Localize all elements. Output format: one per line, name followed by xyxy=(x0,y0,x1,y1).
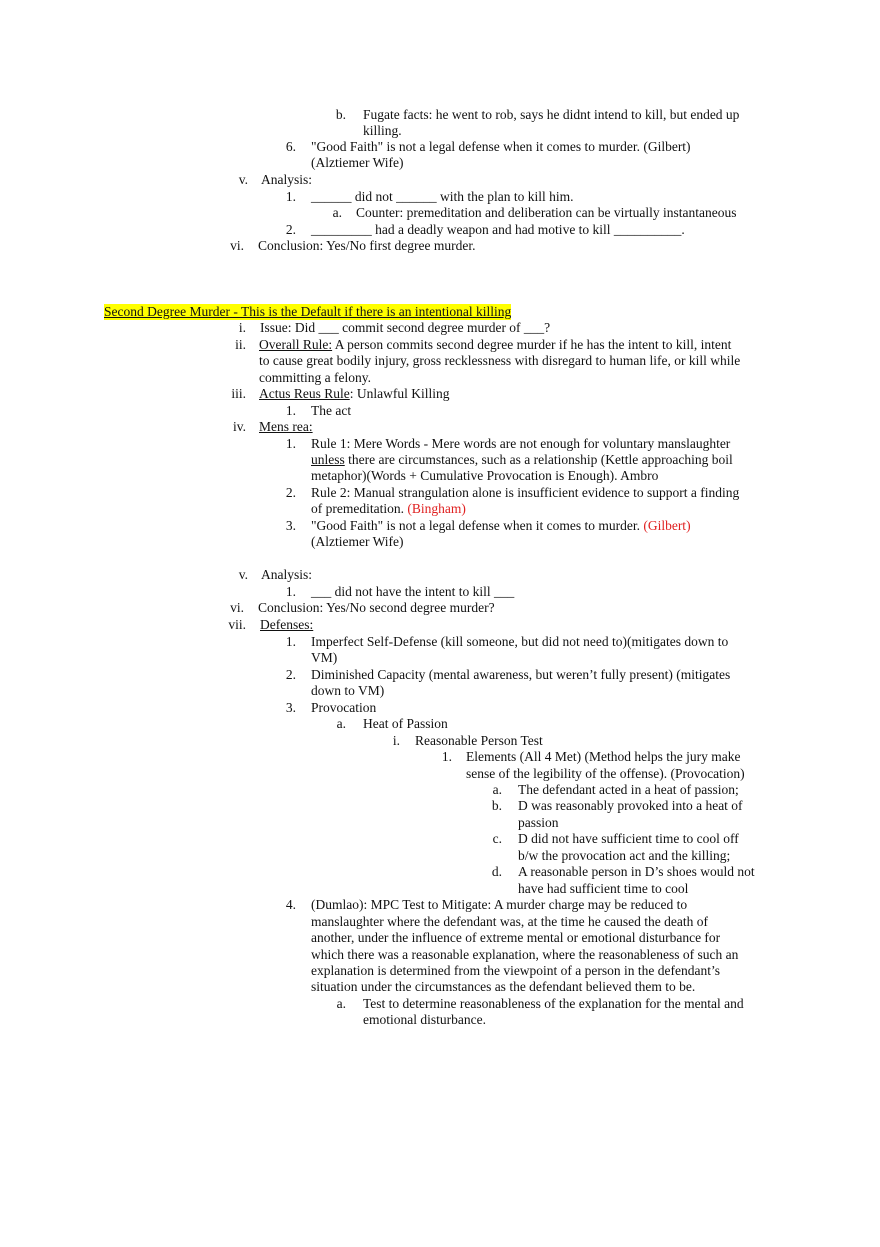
list-marker: iii. xyxy=(231,386,246,401)
actus-reus-text: : Unlawful Killing xyxy=(349,386,450,401)
rule1-line: Rule 1: Mere Words - Mere words are not enough for voluntary manslaughter xyxy=(311,436,731,451)
list-marker: 3. xyxy=(285,700,296,715)
element-item: passion xyxy=(518,815,559,830)
list-marker: a. xyxy=(336,996,346,1011)
analysis-item: ___ did not have the intent to kill ___ xyxy=(311,584,515,599)
list-marker: a. xyxy=(492,782,502,797)
list-marker: 2. xyxy=(285,222,296,237)
case-citation: (Bingham) xyxy=(407,501,466,516)
analysis-item: _________ had a deadly weapon and had motive to kill __________. xyxy=(311,222,685,237)
overall-rule-line: to cause great bodily injury, gross recklessness with disregard to human life, or kill while xyxy=(259,353,741,368)
list-marker: 2. xyxy=(285,667,296,682)
element-item: D was reasonably provoked into a heat of xyxy=(518,798,743,813)
element-item: A reasonable person in D’s shoes would not xyxy=(518,864,755,879)
rule2-text: of premeditation. xyxy=(311,501,408,516)
rule3-line xyxy=(311,518,691,534)
section-heading: Second Degree Murder - This is the Default if there is an intentional killing xyxy=(104,304,512,319)
list-marker: vi. xyxy=(230,238,244,253)
list-marker: iv. xyxy=(233,419,246,434)
mpc-test-line: another, under the influence of extreme mental or emotional disturbance for xyxy=(311,930,721,945)
good-faith-line: "Good Faith" is not a legal defense when it comes to murder. (Gilbert) xyxy=(311,139,691,154)
mpc-test-line: explanation is determined from the viewpoint of a person in the defendant’s xyxy=(311,963,721,978)
rule1-text: there are circumstances, such as a relationship (Kettle approaching boil xyxy=(344,452,733,467)
issue-line: Issue: Did ___ commit second degree murder of ___? xyxy=(260,320,551,335)
mpc-test-line: situation under the circumstances as the defendant believed them to be. xyxy=(311,979,696,994)
elements-line: sense of the legibility of the offense). (Provocation) xyxy=(466,766,745,781)
element-item: D did not have sufficient time to cool off xyxy=(518,831,739,846)
list-marker: i. xyxy=(392,733,400,748)
defense-item: Diminished Capacity (mental awareness, but weren’t fully present) (mitigates xyxy=(311,667,731,682)
fugate-facts-line: Fugate facts: he went to rob, says he didnt intend to kill, but ended up xyxy=(363,107,740,122)
list-marker: i. xyxy=(238,320,246,335)
rule2-line: Rule 2: Manual strangulation alone is insufficient evidence to support a finding xyxy=(311,485,740,500)
list-marker: 1. xyxy=(441,749,452,764)
rule1-unless: unless xyxy=(311,452,345,467)
list-marker: 4. xyxy=(285,897,296,912)
actus-reus-label: Actus Reus Rule xyxy=(259,386,350,401)
list-marker: d. xyxy=(491,864,502,879)
list-marker: 1. xyxy=(285,189,296,204)
list-marker: ii. xyxy=(235,337,246,352)
good-faith-line: (Alztiemer Wife) xyxy=(311,155,404,170)
mpc-test-line: manslaughter where the defendant was, at the time he caused the death of xyxy=(311,914,708,929)
mpc-test-line: which there was a reasonable explanation, where the reasonableness of such an xyxy=(311,947,739,962)
mpc-sub-item: emotional disturbance. xyxy=(363,1012,486,1027)
list-marker: vii. xyxy=(228,617,246,632)
reasonable-person-test: Reasonable Person Test xyxy=(415,733,543,748)
list-marker: 1. xyxy=(285,634,296,649)
element-item: have had sufficient time to cool xyxy=(518,881,689,896)
rule1-line: metaphor)(Words + Cumulative Provocation is Enough). Ambro xyxy=(311,468,659,483)
defense-item: Imperfect Self-Defense (kill someone, but did not need to)(mitigates down to xyxy=(311,634,729,649)
list-marker: vi. xyxy=(230,600,244,615)
actus-reus-item: The act xyxy=(311,403,352,418)
list-marker: c. xyxy=(492,831,502,846)
list-marker: b. xyxy=(335,107,346,122)
list-marker: a. xyxy=(332,205,342,220)
conclusion-line: Conclusion: Yes/No first degree murder. xyxy=(258,238,476,253)
overall-rule-text: A person commits second degree murder if he has the intent to kill, intent xyxy=(332,337,732,352)
list-marker: 3. xyxy=(285,518,296,533)
rule2-line xyxy=(311,501,466,517)
elements-line: Elements (All 4 Met) (Method helps the jury make xyxy=(466,749,741,764)
analysis-item: ______ did not ______ with the plan to kill him. xyxy=(311,189,574,204)
mpc-sub-item: Test to determine reasonableness of the explanation for the mental and xyxy=(363,996,744,1011)
defense-item: down to VM) xyxy=(311,683,385,698)
list-marker: v. xyxy=(238,567,248,582)
list-marker: 2. xyxy=(285,485,296,500)
case-citation: (Gilbert) xyxy=(643,518,691,533)
overall-rule-line: committing a felony. xyxy=(259,370,371,385)
list-marker: 1. xyxy=(285,436,296,451)
element-item: The defendant acted in a heat of passion; xyxy=(518,782,739,797)
mens-rea-heading: Mens rea: xyxy=(259,419,313,434)
heat-of-passion: Heat of Passion xyxy=(363,716,448,731)
list-marker: 1. xyxy=(285,403,296,418)
list-marker: v. xyxy=(238,172,248,187)
list-marker: a. xyxy=(336,716,346,731)
overall-rule-line xyxy=(259,337,731,353)
analysis-heading: Analysis: xyxy=(261,567,313,582)
list-marker: 6. xyxy=(285,139,296,154)
overall-rule-label: Overall Rule: xyxy=(259,337,333,352)
element-item: b/w the provocation act and the killing; xyxy=(518,848,731,863)
rule3-line: (Alztiemer Wife) xyxy=(311,534,404,549)
mpc-test-line: (Dumlao): MPC Test to Mitigate: A murder charge may be reduced to xyxy=(311,897,688,912)
rule1-line xyxy=(311,452,733,468)
list-marker: 1. xyxy=(285,584,296,599)
analysis-heading: Analysis: xyxy=(261,172,313,187)
list-marker: b. xyxy=(491,798,502,813)
defense-item: Provocation xyxy=(311,700,377,715)
defense-item: VM) xyxy=(311,650,338,665)
fugate-facts-line: killing. xyxy=(363,123,402,138)
analysis-counter: Counter: premeditation and deliberation can be virtually instantaneous xyxy=(356,205,737,220)
actus-reus-line xyxy=(259,386,450,402)
defenses-heading: Defenses: xyxy=(260,617,314,632)
conclusion-line: Conclusion: Yes/No second degree murder? xyxy=(258,600,495,615)
rule3-text: "Good Faith" is not a legal defense when it comes to murder. xyxy=(311,518,644,533)
